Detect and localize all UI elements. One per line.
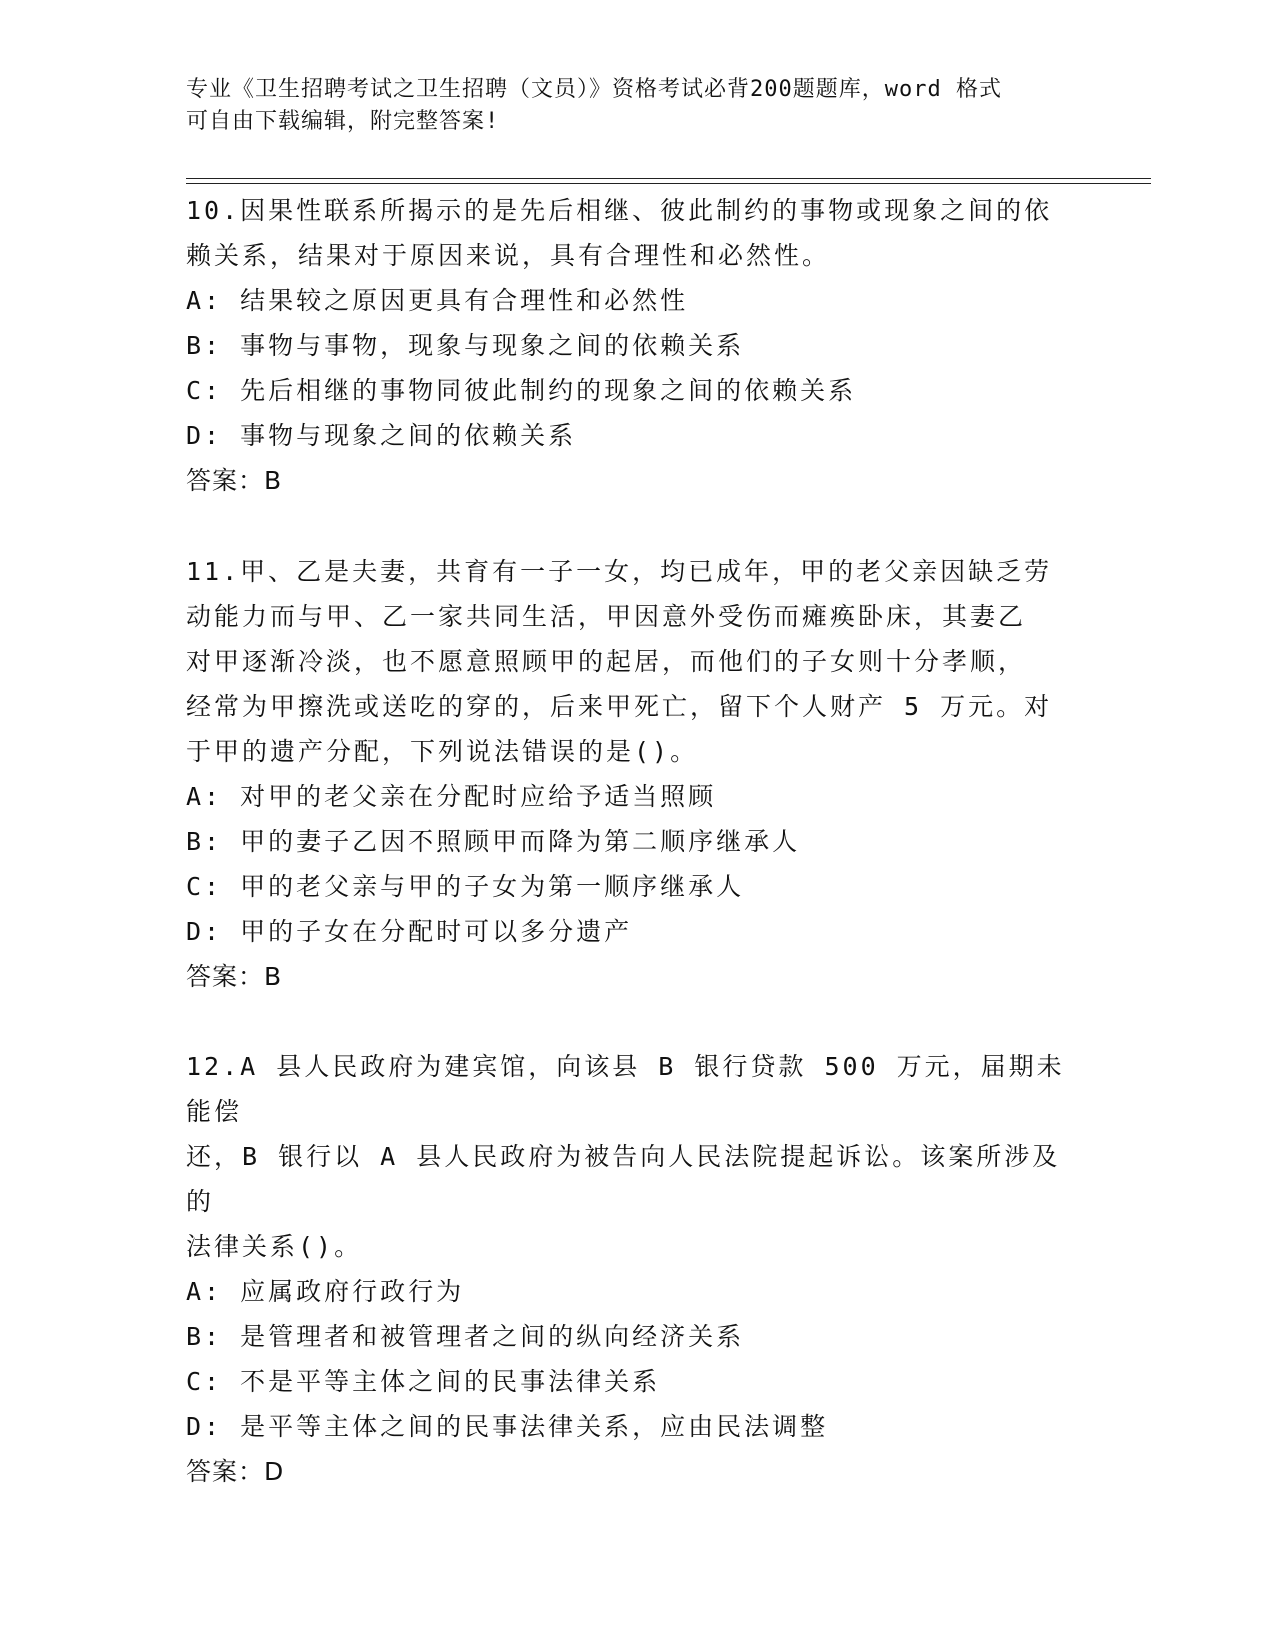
answer-line: 答案：B (186, 962, 283, 991)
question-stem-line: 赖关系，结果对于原因来说，具有合理性和必然性。 (186, 241, 831, 270)
header-divider-bottom (186, 183, 1151, 184)
option-b: B: 事物与事物，现象与现象之间的依赖关系 (186, 331, 745, 360)
question-stem-line: 动能力而与甲、乙一家共同生活，甲因意外受伤而瘫痪卧床，其妻乙 (186, 602, 1027, 631)
option-a: A: 结果较之原因更具有合理性和必然性 (186, 286, 689, 315)
option-c: C: 甲的老父亲与甲的子女为第一顺序继承人 (186, 872, 745, 901)
option-a: A: 应属政府行政行为 (186, 1277, 465, 1306)
question-spacer (186, 999, 1086, 1044)
question-12 (186, 1044, 1086, 1494)
option-d: D: 是平等主体之间的民事法律关系，应由民法调整 (186, 1412, 829, 1441)
option-d: D: 甲的子女在分配时可以多分遗产 (186, 917, 633, 946)
answer-line: 答案：D (186, 1457, 285, 1486)
question-stem-line: 12.A 县人民政府为建宾馆，向该县 B 银行贷款 500 万元，届期未能偿 (186, 1052, 1065, 1126)
question-stem-line: 还，B 银行以 A 县人民政府为被告向人民法院提起诉讼。该案所涉及的 (186, 1142, 1061, 1216)
document-header (186, 74, 1066, 138)
question-11 (186, 549, 1086, 999)
question-spacer (186, 503, 1086, 549)
option-b: B: 是管理者和被管理者之间的纵向经济关系 (186, 1322, 745, 1351)
question-stem-line: 经常为甲擦洗或送吃的穿的，后来甲死亡，留下个人财产 5 万元。对 (186, 692, 1053, 721)
header-divider-top (186, 178, 1151, 179)
question-stem-line: 11.甲、乙是夫妻，共育有一子一女，均已成年，甲的老父亲因缺乏劳 (186, 557, 1053, 586)
question-stem-line: 于甲的遗产分配，下列说法错误的是()。 (186, 737, 699, 766)
question-list (186, 188, 1086, 1494)
header-line-1: 专业《卫生招聘考试之卫生招聘（文员）》资格考试必背200题题库，word 格式 (186, 77, 1002, 102)
option-c: C: 先后相继的事物同彼此制约的现象之间的依赖关系 (186, 376, 857, 405)
option-c: C: 不是平等主体之间的民事法律关系 (186, 1367, 661, 1396)
option-d: D: 事物与现象之间的依赖关系 (186, 421, 577, 450)
question-stem-line: 法律关系()。 (186, 1232, 363, 1261)
question-stem-line: 10.因果性联系所揭示的是先后相继、彼此制约的事物或现象之间的依 (186, 196, 1053, 225)
answer-line: 答案：B (186, 466, 283, 495)
question-stem-line: 对甲逐渐冷淡，也不愿意照顾甲的起居，而他们的子女则十分孝顺， (186, 647, 1027, 676)
option-b: B: 甲的妻子乙因不照顾甲而降为第二顺序继承人 (186, 827, 801, 856)
question-10 (186, 188, 1086, 503)
header-line-2: 可自由下载编辑，附完整答案! (186, 109, 500, 134)
option-a: A: 对甲的老父亲在分配时应给予适当照顾 (186, 782, 717, 811)
